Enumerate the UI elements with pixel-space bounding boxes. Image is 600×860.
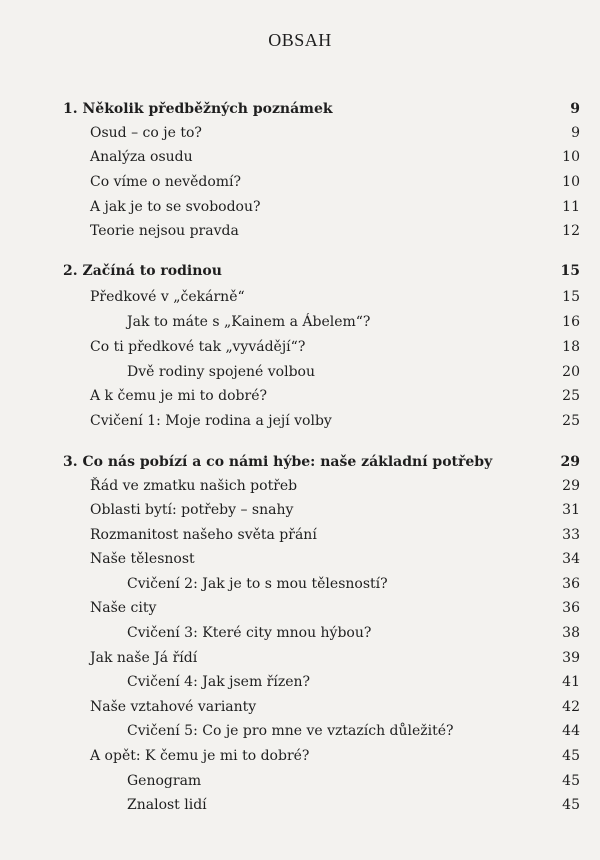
toc-entry-page: 15	[562, 289, 580, 305]
toc-entry-label: Analýza osudu	[90, 149, 193, 165]
toc-entry-page: 34	[562, 551, 580, 567]
toc-entry-page: 41	[562, 674, 580, 690]
toc-entry	[90, 147, 580, 167]
toc-entry-label: Oblasti bytí: potřeby – snahy	[90, 502, 294, 518]
toc-entry	[90, 598, 580, 618]
toc-entry-label: Předkové v „čekárně“	[90, 289, 245, 305]
toc-entry-page: 18	[562, 339, 580, 355]
toc-entry-page: 36	[562, 600, 580, 616]
toc-entry	[63, 261, 580, 281]
toc-entry-page: 9	[571, 125, 580, 141]
toc-entry-label: A k čemu je mi to dobré?	[90, 388, 267, 404]
toc-entry	[127, 623, 580, 643]
toc-entry	[90, 500, 580, 520]
toc-entry-label: Jak naše Já řídí	[90, 650, 198, 666]
toc-entry	[90, 549, 580, 569]
toc-entry-label: 1. Několik předběžných poznámek	[63, 101, 333, 117]
toc-entry-label: Jak to máte s „Kainem a Ábelem“?	[127, 314, 371, 330]
toc-entry-page: 36	[562, 576, 580, 592]
toc-entry-page: 25	[562, 413, 580, 429]
toc-entry-page: 33	[562, 527, 580, 543]
toc-entry-label: Cvičení 3: Které city mnou hýbou?	[127, 625, 372, 641]
toc-entry-page: 15	[560, 263, 580, 279]
toc-entry	[90, 411, 580, 431]
toc-entry	[90, 386, 580, 406]
page-title: OBSAH	[268, 30, 332, 50]
toc-entry-page: 10	[562, 174, 580, 190]
toc-entry	[90, 123, 580, 143]
toc-entry-label: 2. Začíná to rodinou	[63, 263, 222, 279]
toc-entry-label: Co ti předkové tak „vyvádějí“?	[90, 339, 306, 355]
toc-entry-label: Cvičení 4: Jak jsem řízen?	[127, 674, 311, 690]
toc-entry	[90, 525, 580, 545]
toc-entry-page: 10	[562, 149, 580, 165]
toc-entry	[90, 172, 580, 192]
toc-entry-page: 20	[562, 364, 580, 380]
toc-entry-label: Cvičení 2: Jak je to s mou tělesností?	[127, 576, 388, 592]
toc-entry-page: 45	[562, 797, 580, 813]
toc-entry	[63, 452, 580, 472]
toc-entry	[90, 337, 580, 357]
toc-entry	[127, 672, 580, 692]
toc-entry-label: A opět: K čemu je mi to dobré?	[90, 748, 310, 764]
toc-entry-page: 45	[562, 748, 580, 764]
toc-entry-page: 12	[562, 223, 580, 239]
toc-entry-label: Naše tělesnost	[90, 551, 195, 567]
toc-entry	[90, 697, 580, 717]
toc-entry-label: 3. Co nás pobízí a co námi hýbe: naše základní potřeby	[63, 454, 493, 470]
toc-entry-page: 29	[560, 454, 580, 470]
toc-entry-page: 9	[570, 101, 580, 117]
toc-entry-label: Naše city	[90, 600, 157, 616]
toc-entry	[90, 287, 580, 307]
toc-entry-page: 31	[562, 502, 580, 518]
toc-entry	[63, 99, 580, 119]
toc-entry-page: 25	[562, 388, 580, 404]
toc-entry-label: Znalost lidí	[127, 797, 207, 813]
toc-entry-label: Dvě rodiny spojené volbou	[127, 364, 315, 380]
toc-entry-page: 38	[562, 625, 580, 641]
toc-entry-page: 39	[562, 650, 580, 666]
toc-entry-page: 44	[562, 723, 580, 739]
toc-entry	[127, 362, 580, 382]
toc-entry-label: Teorie nejsou pravda	[90, 223, 239, 239]
toc-entry	[127, 574, 580, 594]
toc-entry-label: Genogram	[127, 773, 202, 789]
toc-entry	[90, 746, 580, 766]
toc-entry-label: Cvičení 5: Co je pro mne ve vztazích důležité?	[127, 723, 454, 739]
toc-entry-page: 45	[562, 773, 580, 789]
toc-entry-label: Cvičení 1: Moje rodina a její volby	[90, 413, 332, 429]
toc-entry	[90, 197, 580, 217]
toc-entry	[90, 476, 580, 496]
toc-entry	[90, 221, 580, 241]
toc-entry	[127, 795, 580, 815]
toc-entry	[127, 771, 580, 791]
toc-entry-page: 16	[562, 314, 580, 330]
toc-entry-label: Co víme o nevědomí?	[90, 174, 242, 190]
toc-entry-label: Osud – co je to?	[90, 125, 202, 141]
toc-entry-label: Naše vztahové varianty	[90, 699, 257, 715]
toc-entry-label: Řád ve zmatku našich potřeb	[90, 478, 298, 494]
toc-entry	[127, 721, 580, 741]
toc-entry-page: 11	[562, 199, 580, 215]
toc-entry-page: 42	[562, 699, 580, 715]
toc-entry-label: Rozmanitost našeho světa přání	[90, 527, 317, 543]
toc-entry-page: 29	[562, 478, 580, 494]
toc-entry	[127, 312, 580, 332]
toc-entry	[90, 648, 580, 668]
toc-entry-label: A jak je to se svobodou?	[90, 199, 261, 215]
